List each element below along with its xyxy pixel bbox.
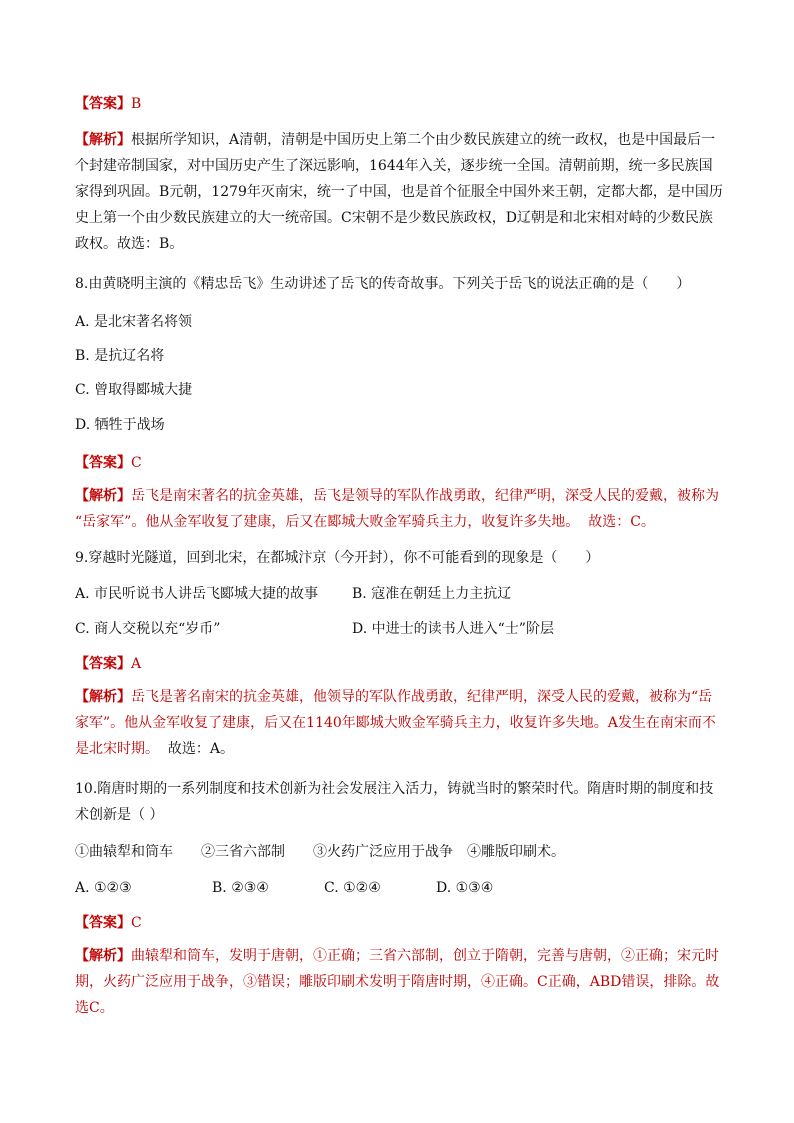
q8-option-b: B. 是抗辽名将 — [75, 348, 165, 364]
q10-option-b: B. ②③④ — [212, 880, 269, 896]
analysis-paragraph — [75, 684, 723, 762]
analysis-line-1 — [75, 487, 719, 505]
analysis-tag: 【解析】 — [75, 132, 131, 148]
q9-option-b: B. 寇准在朝廷上力主抗辽 — [352, 586, 512, 602]
q9-option-d: D. 中进士的读书人进入“士”阶层 — [352, 621, 554, 637]
answer-line — [75, 914, 142, 932]
answer-tag: 【答案】 — [75, 455, 131, 471]
answer-line — [75, 454, 142, 472]
answer-tag: 【答案】 — [75, 96, 131, 112]
analysis-paragraph — [75, 127, 723, 257]
analysis-tag: 【解析】 — [75, 689, 131, 705]
q10-option-c: C. ①②④ — [324, 880, 381, 896]
answer-value: C — [131, 915, 142, 931]
answer-value: C — [131, 455, 142, 471]
answer-line — [75, 655, 141, 673]
q8-option-a: A. 是北宋著名将领 — [75, 314, 193, 330]
answer-value: B — [131, 96, 142, 112]
analysis-tag: 【解析】 — [75, 488, 131, 504]
q9-option-c: C. 商人交税以充“岁币” — [75, 621, 221, 637]
answer-line — [75, 95, 141, 113]
analysis-line-2 — [75, 513, 655, 531]
analysis-text: 曲辕犁和筒车，发明于唐朝，①正确；三省六部制，创立于隋朝，完善与唐朝，②正确；宋元时期，火药广泛应用于战争，③错误；雕版印刷术发明于隋唐时期，④正确。C正确，ABD错误，排除。故选C。 — [75, 948, 720, 1016]
question-9: 9.穿越时光隧道，回到北宋，在都城汴京（今开封），你不可能看到的现象是（ ） — [75, 550, 600, 566]
question-10: 10.隋唐时期的一系列制度和技术创新为社会发展注入活力，铸就当时的繁荣时代。隋唐时期的制度和技术创新是（ ） — [75, 781, 714, 823]
analysis-conclusion: 故选：A。 — [167, 741, 235, 757]
analysis-text: 根据所学知识，A清朝，清朝是中国历史上第二个由少数民族建立的统一政权，也是中国最后一个封建帝制国家，对中国历史产生了深远影响，1644年入关，逐步统一全国。清朝前期，统一多民族国家得到巩固。B元朝，1279年灭南宋，统一了中国，也是首个征服全中国外来王朝，定都大都，是中国历史上第一个由少数民族建立的大一统帝国。C宋朝不是少数民族政权，D辽朝是和北宋相对峙的少数民族政权。故选：B。 — [75, 132, 723, 252]
answer-value: A — [131, 656, 142, 672]
analysis-conclusion: 故选：C。 — [588, 514, 655, 530]
analysis-text: “岳家军”。他从金军收复了建康，后又在郾城大败金军骑兵主力，收复许多失地。 — [75, 514, 580, 530]
q9-option-a: A. 市民听说书人讲岳飞郾城大捷的故事 — [75, 586, 319, 602]
question-8: 8.由黄晓明主演的《精忠岳飞》生动讲述了岳飞的传奇故事。下列关于岳飞的说法正确的是（ ） — [75, 276, 691, 292]
analysis-tag: 【解析】 — [75, 948, 131, 964]
q10-items: ①曲辕犁和筒车 ②三省六部制 ③火药广泛应用于战争 ④雕版印刷术。 — [75, 844, 565, 860]
q10-option-a: A. ①②③ — [75, 880, 132, 896]
q8-option-d: D. 牺牲于战场 — [75, 417, 165, 433]
analysis-text: 岳飞是南宋著名的抗金英雄，岳飞是领导的军队作战勇敢，纪律严明，深受人民的爱戴，被称为 — [131, 488, 719, 504]
analysis-paragraph — [75, 943, 723, 1021]
analysis-text: 岳飞是著名南宋的抗金英雄，他领导的军队作战勇敢，纪律严明，深受人民的爱戴，被称为“岳家军”。他从金军收复了建康，后又在1140年郾城大败金军骑兵主力，收复许多失地。A发生在南宋而不是北宋时期。 — [75, 689, 716, 757]
answer-tag: 【答案】 — [75, 656, 131, 672]
answer-tag: 【答案】 — [75, 915, 131, 931]
q8-option-c: C. 曾取得郾城大捷 — [75, 382, 193, 398]
q10-option-d: D. ①③④ — [436, 880, 494, 896]
